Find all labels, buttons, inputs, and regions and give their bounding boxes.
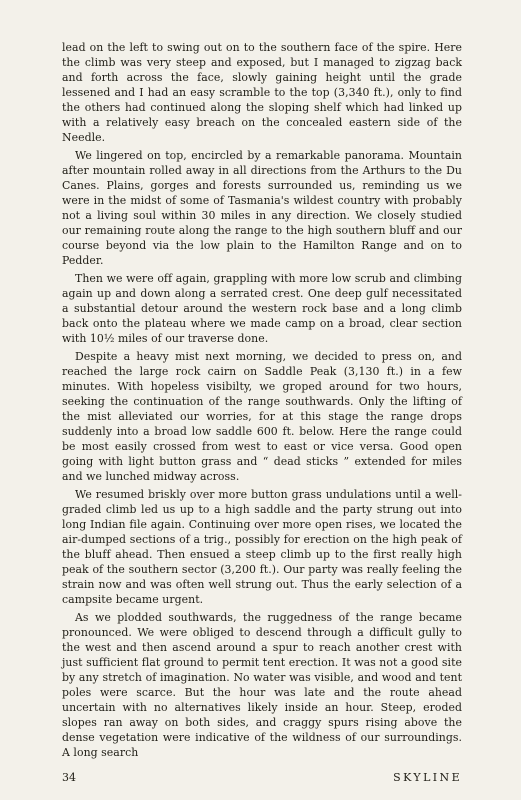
paragraph: Despite a heavy mist next morning, we decided to press on, and reached the large rock cairn on Saddle Peak (3,130 ft.) in a few minutes. With hopeless visibilty, we groped around for two hours, seeking the continuation of the range southwards. Only the lifting of the mist alleviated our worries, for at this stage the range drops suddenly into a broad low saddle 600 ft. below. Here the range could be most easily crossed from west to east or vice versa. Good open going with light button grass and “ dead sticks ” extended for miles and we lunched midway across. [62,350,462,483]
paragraph: We resumed briskly over more button grass undulations until a well-graded climb led us up to a high saddle and the party strung out into long Indian file again. Continuing over more open rises, we located the air-dumped sections of a trig., possibly for erection on the high peak of the bluff ahead. Then ensued a steep climb up to the first really high peak of the southern sector (3,200 ft.). Our party was really feeling the strain now and was often well strung out. Thus the early selection of a campsite became urgent. [62,488,462,606]
paragraph: As we plodded southwards, the ruggedness of the range became pronounced. We were obliged to descend through a difficult gully to the west and then ascend around a spur to reach another crest with just sufficient flat ground to permit tent erection. It was not a good site by any stretch of imagination. No water was visible, and wood and tent poles were scarce. But the hour was late and the route ahead uncertain with no alternatives likely inside an hour. Steep, eroded slopes ran away on both sides, and craggy spurs rising above the dense vegetation were indicative of the wildness of our surroundings. A long search [62,611,462,759]
paragraph: lead on the left to swing out on to the southern face of the spire. Here the climb was very steep and exposed, but I managed to zigzag back and forth across the face, slowly gaining height until the grade lessened and I had an easy scramble to the top (3,340 ft.), only to find the others had continued along the sloping shelf which had linked up with a relatively easy breach on the concealed eastern side of the Needle. [62,41,462,144]
page-footer [62,770,462,786]
paragraph: Then we were off again, grappling with more low scrub and climbing again up and down along a serrated crest. One deep gulf necessitated a substantial detour around the western rock base and a long climb back onto the plateau where we made camp on a broad, clear section with 10½ miles of our traverse done. [62,272,462,345]
running-title: SKYLINE [393,771,462,784]
page-number: 34 [62,771,76,784]
body-text [62,40,462,763]
paragraph: We lingered on top, encircled by a remarkable panorama. Mountain after mountain rolled away in all directions from the Arthurs to the Du Canes. Plains, gorges and forests surrounded us, reminding us we were in the midst of some of Tasmania's wildest country with probably not a living soul within 30 miles in any direction. We closely studied our remaining route along the range to the high southern bluff and our course beyond via the low plain to the Hamilton Range and on to Pedder. [62,149,462,267]
